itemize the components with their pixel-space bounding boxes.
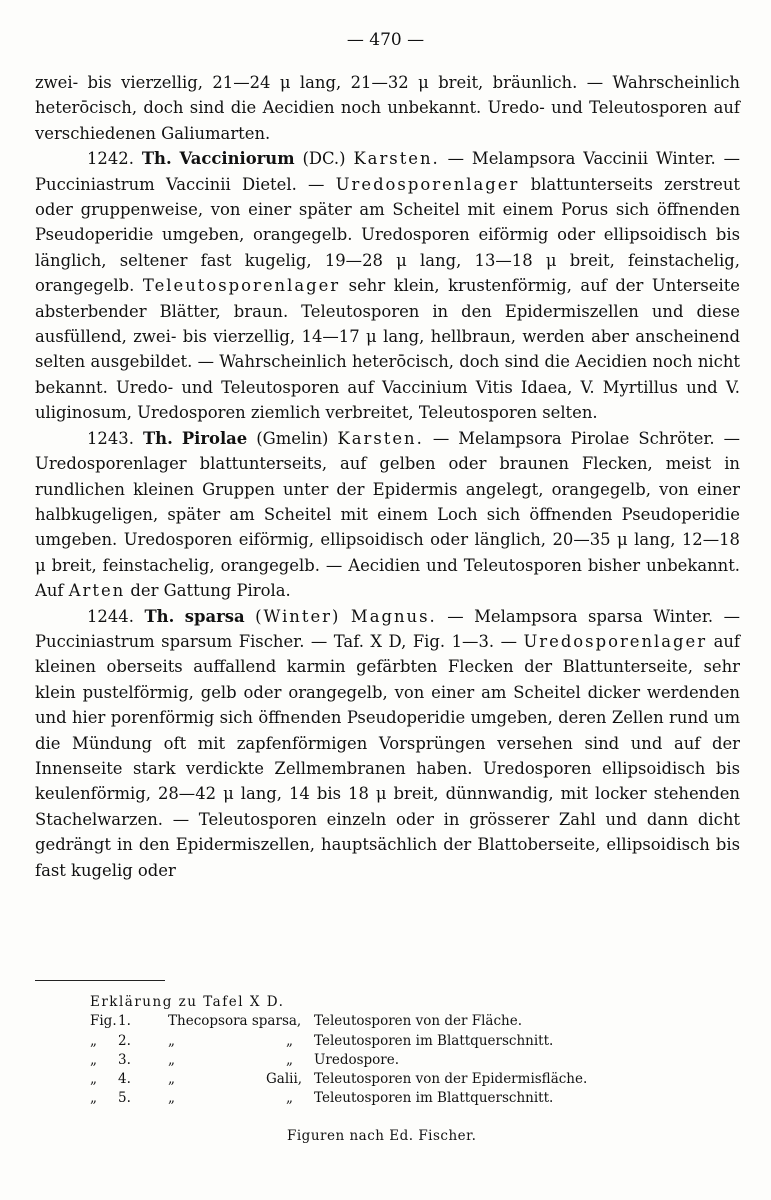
footnote-divider — [35, 980, 165, 981]
legend-ditto: Galii, — [266, 1071, 303, 1088]
entry-number: 1243. — [87, 428, 134, 448]
legend-desc: Teleutosporen im Blattquerschnitt. — [314, 1090, 554, 1107]
entry-text: — Melampsora Pirolae Schröter. — Uredosporenlager blattunterseits, auf gelben oder braunen Flecken, meist in rundlichen kleinen Gruppen unter der Epidermis angelegt, orangegelb, von einer halbkugeligen, später am Scheitel mit einem Loch sich öffnenden Pseudoperidie umgeben. Uredosporen eiförmig, ellipsoidisch oder länglich, 20—35 μ lang, 12—18 μ breit, feinstachelig, orangegelb. — Aecidien und Teleutosporen bisher unbekannt. — [35, 428, 740, 575]
entry-text-teleuto: sehr klein, krustenförmig, auf der Unterseite absterbender Blätter, braun. Teleutosporen in den Epidermiszellen und diese ausfüllend, zwei- bis vierzellig, 14—17 μ lang, hellbraun, werden aber anscheinend selten ausgebildet. — Wahrscheinlich heterōcisch, doch sind die Aecidien noch nicht bekannt. Uredo- und Teleutosporen auf Vaccinium Vitis Idaea, V. Myrtillus und V. uliginosum, Uredosporen ziemlich verbreitet, Teleutosporen selten. — [35, 276, 741, 423]
legend-name: „ — [168, 1071, 175, 1088]
entry-tail-spaced: Arten — [68, 581, 126, 601]
main-text — [35, 70, 740, 883]
legend-fig: „ — [90, 1071, 97, 1088]
legend-row — [90, 1012, 690, 1031]
legend-name: „ — [168, 1090, 175, 1107]
legend-fig: Fig. — [90, 1013, 117, 1030]
entry-synonyms: — Melampsora sparsa Winter. — Pucciniastrum sparsum Fischer. — Taf. X D, Fig. 1—3. — — [35, 606, 741, 651]
entry-synonyms: — Melampsora Vaccinii Winter. — Pucciniastrum Vaccinii Dietel. — — [35, 149, 741, 194]
entry-combining-author: Karsten. — [337, 428, 424, 448]
legend-name: „ — [168, 1032, 175, 1049]
figure-credit: Figuren nach Ed. Fischer. — [287, 1128, 477, 1144]
entry-1243 — [35, 426, 740, 604]
plate-legend — [90, 993, 690, 1109]
entry-number: 1244. — [87, 606, 134, 626]
legend-fig: „ — [90, 1090, 97, 1107]
legend-num: 4. — [118, 1071, 131, 1088]
legend-heading: Erklärung zu Tafel X D. — [90, 994, 285, 1010]
entry-combining-author: Karsten. — [353, 149, 440, 169]
legend-ditto: „ — [286, 1051, 293, 1068]
legend-ditto: „ — [286, 1090, 293, 1107]
entry-combining-author: Magnus. — [350, 606, 437, 626]
legend-num: 2. — [118, 1032, 131, 1049]
legend-desc: Teleutosporen von der Epidermisfläche. — [314, 1071, 588, 1088]
legend-row — [90, 1089, 690, 1108]
entry-genus: Th. — [144, 606, 175, 626]
entry-text-uredo: auf kleinen oberseits auffallend karmin gefärbten Flecken der Blattunterseite, sehr klein pustelförmig, gelb oder orangegelb, von einer am Scheitel dicker werdenden und hier porenförmig sich öffnenden Pseudoperidie umgeben, deren Zellen rund um die Mündung oft mit zapfenförmigen Vorsprüngen versehen sind und auf der Innenseite stark verdickte Zellmembranen haben. Uredosporen ellipsoidisch bis keulenförmig, 28—42 μ lang, 14 bis 18 μ breit, dünnwandig, mit locker stehenden Stachelwarzen. — Teleutosporen einzeln oder in grösserer Zahl und dann dicht gedrängt in den Epidermiszellen, hauptsächlich der Blattoberseite, ellipsoidisch bis fast kugelig oder — [35, 631, 740, 880]
entry-tail-pre: Auf — [35, 581, 64, 601]
legend-ditto: „ — [286, 1032, 293, 1049]
entry-label-uredo: Uredosporenlager — [523, 631, 708, 651]
page-number: — 470 — — [346, 30, 425, 50]
entry-genus: Th. — [141, 149, 172, 169]
legend-num: 5. — [118, 1090, 131, 1107]
legend-row — [90, 1032, 690, 1051]
entry-species: Vacciniorum — [179, 149, 295, 169]
entry-1244 — [35, 604, 740, 883]
entry-species: Pirolae — [181, 428, 248, 448]
legend-row — [90, 1051, 690, 1070]
entry-author: (Winter) — [255, 606, 341, 626]
legend-desc: Teleutosporen im Blattquerschnitt. — [314, 1032, 554, 1049]
legend-num: 1. — [118, 1013, 131, 1030]
entry-tail-post: der Gattung Pirola. — [130, 581, 291, 601]
entry-label-teleuto: Teleutosporenlager — [142, 276, 341, 296]
intro-paragraph: zwei- bis vierzellig, 21—24 μ lang, 21—32 μ breit, bräunlich. — Wahrscheinlich heterōcisch, doch sind die Aecidien noch unbekannt. Uredo- und Teleutosporen auf verschiedenen Galiumarten. — [35, 73, 740, 143]
legend-desc: Uredospore. — [314, 1051, 400, 1068]
entry-text-uredo: blattunterseits zerstreut oder gruppenweise, von einer später am Scheitel mit einem Porus sich öffnenden Pseudoperidie umgeben, orangegelb. Uredosporen eiförmig oder ellipsoidisch bis länglich, seltener fast kugelig, 19—28 μ lang, 13—18 μ breit, feinstachelig, orangegelb. — [35, 174, 740, 296]
legend-fig: „ — [90, 1051, 97, 1068]
entry-author: (Gmelin) — [256, 428, 329, 448]
legend-name: Thecopsora sparsa, — [168, 1013, 302, 1030]
entry-1242 — [35, 146, 740, 425]
legend-name: „ — [168, 1051, 175, 1068]
legend-num: 3. — [118, 1051, 131, 1068]
legend-fig: „ — [90, 1032, 97, 1049]
entry-author: (DC.) — [302, 149, 346, 169]
entry-genus: Th. — [142, 428, 173, 448]
entry-species: sparsa — [184, 606, 245, 626]
entry-label-uredo: Uredosporenlager — [335, 174, 520, 194]
legend-row — [90, 1070, 690, 1089]
legend-desc: Teleutosporen von der Fläche. — [314, 1013, 523, 1030]
entry-number: 1242. — [87, 149, 134, 169]
